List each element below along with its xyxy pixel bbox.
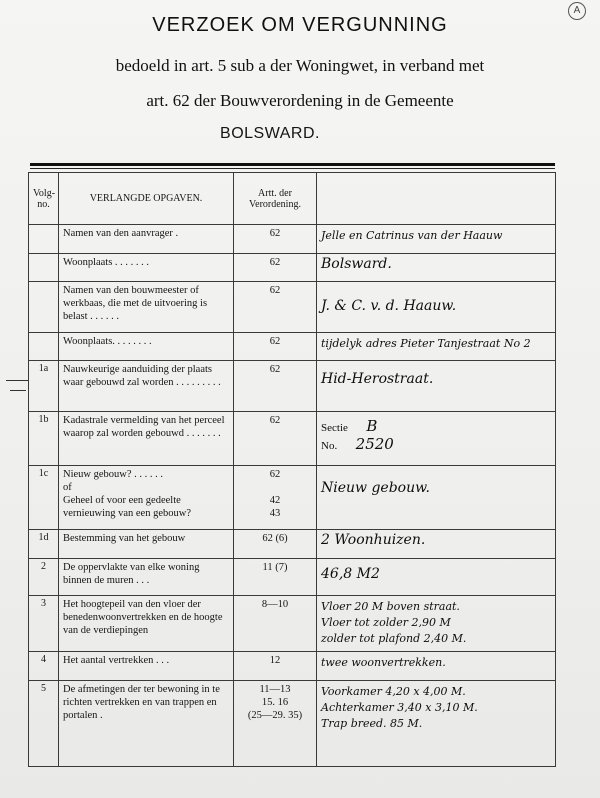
row-answer: tijdelyk adres Pieter Tanjestraat No 2 [317, 333, 556, 361]
form-title: VERZOEK OM VERGUNNING [152, 14, 448, 36]
row-number: 1d [29, 530, 59, 559]
row-description: De oppervlakte van elke woning binnen de muren . . . [59, 559, 234, 596]
row-number: 2 [29, 559, 59, 596]
row-answer: 46,8 M2 [317, 559, 556, 596]
row-description: Nieuw gebouw? . . . . . . of Geheel of voor een gedeelte vernieuwing van een gebouw? [59, 466, 234, 530]
row-answer: Bolsward. [317, 254, 556, 282]
margin-pencil-mark [6, 380, 28, 381]
table-row [29, 530, 556, 559]
row-answer: J. & C. v. d. Haauw. [317, 282, 556, 333]
table-row [29, 652, 556, 681]
row-number: 1a [29, 361, 59, 412]
header-answer [317, 173, 556, 225]
row-number: 3 [29, 596, 59, 652]
row-answer: twee woonvertrekken. [317, 652, 556, 681]
perceel-no-label: No. [321, 440, 338, 452]
row-articles: 62 [234, 361, 317, 412]
row-answer: Jelle en Catrinus van der Haauw [317, 225, 556, 254]
subtitle-line-1: bedoeld in art. 5 sub a der Woningwet, in verband met [115, 56, 485, 75]
row-description: Het aantal vertrekken . . . [59, 652, 234, 681]
row-articles: 62 [234, 254, 317, 282]
row-answer: Hid-Herostraat. [317, 361, 556, 412]
header-artikelen: Artt. der Verordening. [234, 173, 317, 225]
row-number: 5 [29, 681, 59, 767]
row-description: De afmetingen der ter bewoning in te richten vertrekken en van trappen en portalen . [59, 681, 234, 767]
table-row [29, 681, 556, 767]
table-row [29, 596, 556, 652]
row-number [29, 225, 59, 254]
row-answer: 2 Woonhuizen. [317, 530, 556, 559]
row-answer: Nieuw gebouw. [317, 466, 556, 530]
row-articles: 62 [234, 412, 317, 466]
row-description: Bestemming van het gebouw [59, 530, 234, 559]
table-row [29, 254, 556, 282]
header-volgno: Volg- no. [29, 173, 59, 225]
application-table [28, 172, 556, 767]
row-description: Kadastrale vermelding van het perceel waarop zal worden gebouwd . . . . . . . [59, 412, 234, 466]
row-articles: 8—10 [234, 596, 317, 652]
row-articles: 11 (7) [234, 559, 317, 596]
municipality-name: BOLSWARD. [220, 125, 320, 142]
row-number [29, 333, 59, 361]
row-description: Namen van den bouwmeester of werkbaas, die met de uitvoering is belast . . . . . . [59, 282, 234, 333]
header-opgaven: VERLANGDE OPGAVEN. [59, 173, 234, 225]
table-row [29, 225, 556, 254]
row-articles: 62 42 43 [234, 466, 317, 530]
row-articles: 62 (6) [234, 530, 317, 559]
header-rule-thick [30, 163, 555, 166]
header-rule-thin [30, 168, 555, 169]
row-articles: 62 [234, 333, 317, 361]
row-answer: Voorkamer 4,20 x 4,00 M. Achterkamer 3,40 x 3,10 M. Trap breed. 85 M. [317, 681, 556, 767]
row-articles: 62 [234, 225, 317, 254]
table-row [29, 333, 556, 361]
row-description: Woonplaats . . . . . . . [59, 254, 234, 282]
table-row [29, 282, 556, 333]
row-articles: 12 [234, 652, 317, 681]
row-description: Het hoogtepeil van den vloer der benedenwoonvertrekken en de hoogte van de verdiepingen [59, 596, 234, 652]
row-number: 1c [29, 466, 59, 530]
row-number [29, 282, 59, 333]
row-articles: 62 [234, 282, 317, 333]
row-number: 4 [29, 652, 59, 681]
sectie-label: Sectie [321, 422, 348, 434]
table-row [29, 559, 556, 596]
row-description: Nauwkeurige aanduiding der plaats waar gebouwd zal worden . . . . . . . . . [59, 361, 234, 412]
table-row [29, 412, 556, 466]
row-number: 1b [29, 412, 59, 466]
row-answer [317, 412, 556, 466]
row-description: Woonplaats. . . . . . . . [59, 333, 234, 361]
subtitle-line-2: art. 62 der Bouwverordening in de Gemeente [146, 91, 454, 110]
row-articles: 11—13 15. 16 (25—29. 35) [234, 681, 317, 767]
margin-pencil-mark [10, 390, 26, 391]
row-number [29, 254, 59, 282]
row-description: Namen van den aanvrager . [59, 225, 234, 254]
sectie-value: B [366, 417, 378, 435]
table-row [29, 466, 556, 530]
perceel-no-value: 2520 [355, 435, 394, 453]
table-row [29, 361, 556, 412]
corner-mark: A [568, 2, 586, 20]
row-answer: Vloer 20 M boven straat. Vloer tot zolder 2,90 M zolder tot plafond 2,40 M. [317, 596, 556, 652]
